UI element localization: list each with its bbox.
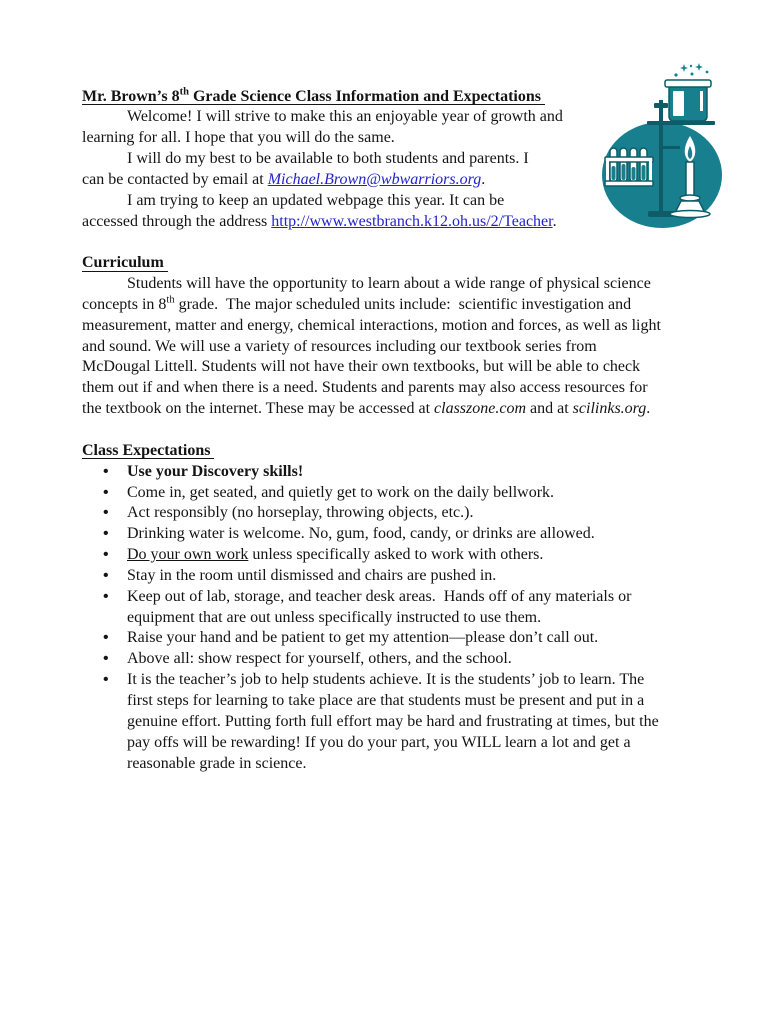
- expectation-text: Keep out of lab, storage, and teacher desk areas. Hands off of any materials or: [127, 587, 632, 605]
- page-title-line: [82, 87, 742, 108]
- expectation-item: [82, 628, 742, 649]
- expectation-item: [82, 649, 742, 670]
- email-link[interactable]: Michael.Brown@wbwarriors.org: [267, 170, 482, 188]
- expectation-text: reasonable grade in science.: [127, 754, 307, 772]
- contact-period: .: [481, 170, 486, 188]
- bullet-marker: •: [103, 462, 109, 480]
- expectations-list: [82, 462, 742, 775]
- expectation-item: [82, 483, 742, 504]
- expectation-text: Above all: show respect for yourself, others, and the school.: [127, 650, 512, 668]
- document-body: [82, 87, 742, 775]
- expectation-text: Come in, get seated, and quietly get to work on the daily bellwork.: [127, 483, 555, 501]
- bullet-marker: •: [103, 629, 109, 647]
- webpage-text: accessed through the address: [82, 212, 272, 230]
- classzone-site: classzone.com: [434, 400, 527, 418]
- curriculum-text: and at: [526, 400, 573, 418]
- title-text-rest: Grade Science Class Information and Expectations: [188, 87, 541, 105]
- expectation-text: Raise your hand and be patient to get my attention—please don’t call out.: [127, 629, 599, 647]
- paragraph-line: [82, 295, 742, 316]
- paragraph-line: learning for all. I hope that you will do the same.: [82, 129, 395, 147]
- contact-text: can be contacted by email at: [82, 170, 268, 188]
- bullet-marker: •: [103, 546, 109, 564]
- title-text: Mr. Brown’s 8: [82, 87, 180, 105]
- expectation-item: [82, 670, 742, 774]
- curriculum-text: grade. The major scheduled units include: scientific investigation and: [174, 295, 632, 313]
- expectation-item: [82, 587, 742, 629]
- bullet-marker: •: [103, 566, 109, 584]
- bullet-marker: •: [103, 483, 109, 501]
- paragraph-line: [82, 212, 742, 233]
- expectation-text: first steps for learning to take place are that students must be present and put in a: [127, 691, 645, 709]
- paragraph-line: measurement, matter and energy, chemical interactions, motion and forces, as well as light: [82, 316, 661, 334]
- scilinks-site: scilinks.org: [572, 400, 647, 418]
- paragraph-line: and sound. We will use a variety of resources including our textbook series from: [82, 337, 597, 355]
- expectation-item: [82, 566, 742, 587]
- spacer: [82, 232, 742, 253]
- paragraph-line: I will do my best to be available to both students and parents. I: [127, 150, 529, 168]
- title-superscript: th: [179, 86, 189, 98]
- expectation-text: genuine effort. Putting forth full effort may be hard and frustrating at times, but the: [127, 712, 659, 730]
- webpage-paragraph: [82, 191, 742, 233]
- page-title: [82, 87, 545, 108]
- paragraph-line: Welcome! I will strive to make this an enjoyable year of growth and: [127, 108, 563, 126]
- spacer: [82, 420, 742, 441]
- sparkles: [674, 63, 708, 77]
- curriculum-period: .: [646, 400, 651, 418]
- expectations-heading-line: [82, 441, 742, 462]
- expectations-heading: Class Expectations: [82, 441, 214, 462]
- curriculum-text: the textbook on the internet. These may be accessed at: [82, 400, 435, 418]
- expectation-item: [82, 545, 742, 566]
- contact-paragraph: [82, 149, 742, 191]
- expectation-text: Drinking water is welcome. No, gum, food, candy, or drinks are allowed.: [127, 525, 595, 543]
- expectation-text: equipment that are out unless specifically instructed to use them.: [127, 608, 542, 626]
- webpage-link[interactable]: http://www.westbranch.k12.oh.us/2/Teacher: [271, 212, 553, 230]
- expectation-text-rest: unless specifically asked to work with others.: [248, 546, 544, 564]
- expectation-text: Act responsibly (no horseplay, throwing objects, etc.).: [127, 504, 474, 522]
- bullet-marker: •: [103, 650, 109, 668]
- paragraph-line: Students will have the opportunity to learn about a wide range of physical science: [127, 275, 651, 293]
- paragraph-line: [82, 170, 742, 191]
- curriculum-heading-line: [82, 253, 742, 274]
- expectation-text: pay offs will be rewarding! If you do your part, you WILL learn a lot and get a: [127, 733, 631, 751]
- bullet-marker: •: [103, 587, 109, 605]
- bullet-marker: •: [103, 525, 109, 543]
- paragraph-line: them out if and when there is a need. Students and parents may also access resources for: [82, 379, 648, 397]
- welcome-paragraph: [82, 107, 742, 149]
- expectation-item: [82, 503, 742, 524]
- expectation-text: Use your Discovery skills!: [127, 462, 304, 480]
- paragraph-line: McDougal Littell. Students will not have their own textbooks, but will be able to check: [82, 358, 641, 376]
- grade-superscript: th: [166, 294, 175, 306]
- bullet-marker: •: [103, 504, 109, 522]
- expectation-item: [82, 462, 742, 483]
- curriculum-heading: Curriculum: [82, 253, 168, 274]
- expectation-text: It is the teacher’s job to help students achieve. It is the students’ job to learn. The: [127, 671, 645, 689]
- expectation-text: Stay in the room until dismissed and chairs are pushed in.: [127, 566, 497, 584]
- expectation-item: [82, 524, 742, 545]
- bullet-marker: •: [103, 671, 109, 689]
- underlined-emphasis: Do your own work: [127, 546, 249, 564]
- paragraph-line: [82, 399, 742, 420]
- curriculum-text: concepts in 8: [82, 295, 167, 313]
- curriculum-paragraph: [82, 274, 742, 420]
- expectation-text: [127, 545, 742, 566]
- webpage-period: .: [552, 212, 557, 230]
- paragraph-line: I am trying to keep an updated webpage this year. It can be: [127, 191, 505, 209]
